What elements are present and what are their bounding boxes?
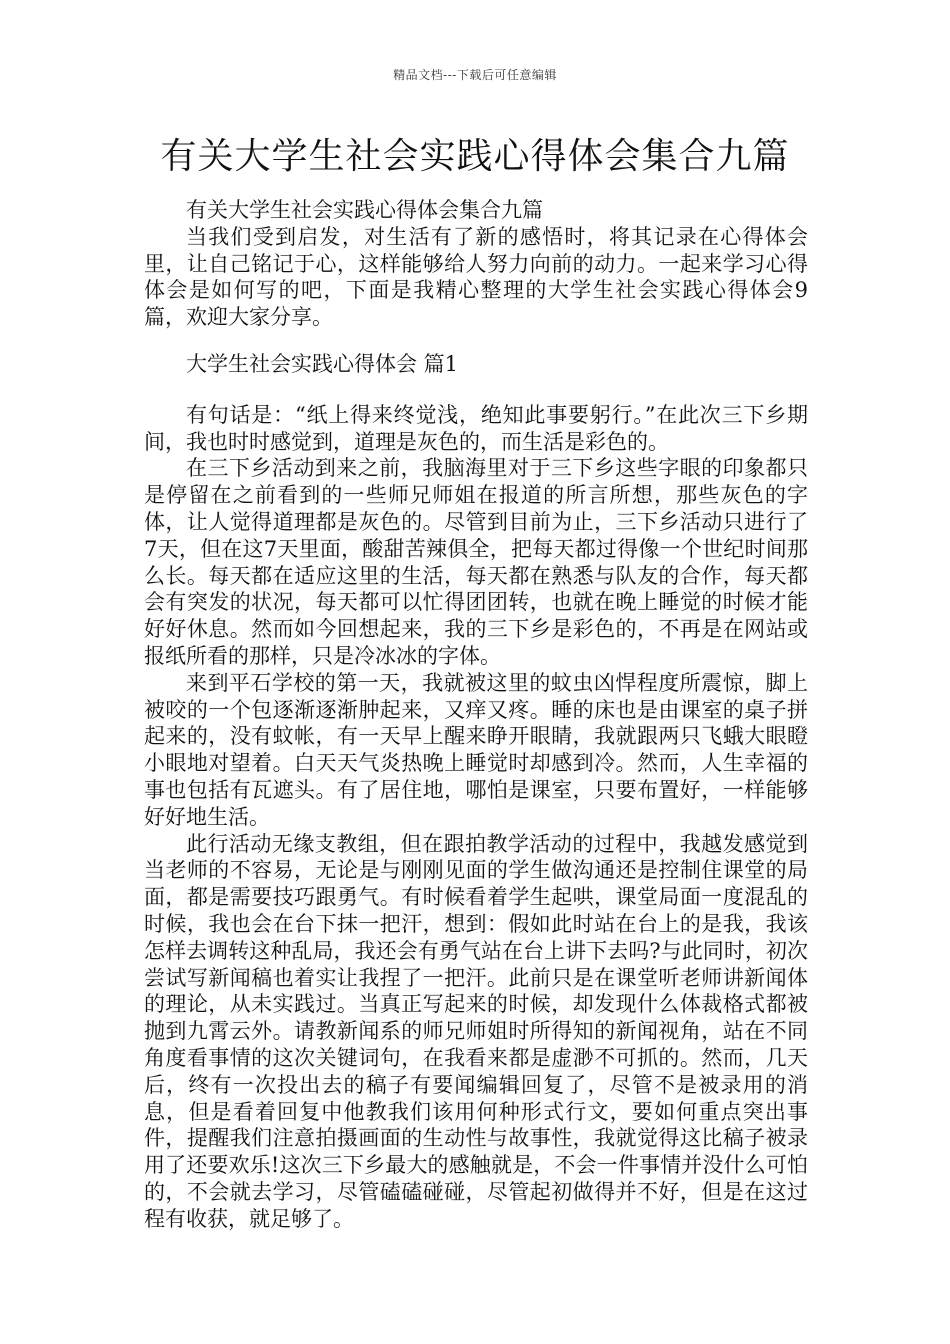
intro-paragraph: 当我们受到启发，对生活有了新的感悟时，将其记录在心得体会里，让自己铭记于心，这样能够给人努力向前的动力。一起来学习心得体会是如何写的吧，下面是我精心整理的大学生社会实践心得体会9篇，欢迎大家分享。 (144, 224, 808, 330)
header-watermark-text: 精品文档---下载后可任意编辑 (393, 68, 557, 82)
body-paragraph-3: 来到平石学校的第一天，我就被这里的蚊虫凶悍程度所震惊，脚上被咬的一个包逐渐逐渐肿起来，又痒又疼。睡的床也是由课室的桌子拼起来的，没有蚊帐，有一天早上醒来睁开眼睛，我就跟两只飞蛾大眼瞪小眼地对望着。白天天气炎热晚上睡觉时却感到冷。然而，人生幸福的事也包括有瓦遮头。有了居住地，哪怕是课室，只要布置好，一样能够好好地生活。 (144, 670, 808, 829)
body-paragraph-2: 在三下乡活动到来之前，我脑海里对于三下乡这些字眼的印象都只是停留在之前看到的一些师兄师姐在报道的所言所想，那些灰色的字体，让人觉得道理都是灰色的。尽管到目前为止，三下乡活动只进行了7天，但在这7天里面，酸甜苦辣俱全，把每天都过得像一个世纪时间那么长。每天都在适应这里的生活，每天都在熟悉与队友的合作，每天都会有突发的状况，每天都可以忙得团团转，也就在晚上睡觉的时候才能好好休息。然而如今回想起来，我的三下乡是彩色的，不再是在网站或报纸所看的那样，只是冷冰冰的字体。 (144, 456, 808, 668)
page-header (0, 66, 950, 83)
intro-subtitle: 有关大学生社会实践心得体会集合九篇 (186, 198, 543, 222)
document-title: 有关大学生社会实践心得体会集合九篇 (160, 136, 790, 177)
body-paragraph-4: 此行活动无缘支教组，但在跟拍教学活动的过程中，我越发感觉到当老师的不容易，无论是与刚刚见面的学生做沟通还是控制住课堂的局面，都是需要技巧跟勇气。有时候看着学生起哄，课堂局面一度混乱的时候，我也会在台下抹一把汗，想到：假如此时站在台上的是我，我该怎样去调转这种乱局，我还会有勇气站在台上讲下去吗?与此同时，初次尝试写新闻稿也着实让我捏了一把汗。此前只是在课堂听老师讲新闻体的理论，从未实践过。当真正写起来的时候，却发现什么体裁格式都被抛到九霄云外。请教新闻系的师兄师姐时所得知的新闻视角，站在不同角度看事情的这次关键词句，在我看来都是虚渺不可抓的。然而，几天后，终有一次投出去的稿子有要闻编辑回复了，尽管不是被录用的消息，但是看着回复中他教我们该用何种形式行文，要如何重点突出事件，提醒我们注意拍摄画面的生动性与故事性，我就觉得这比稿子被录用了还要欢乐!这次三下乡最大的感触就是，不会一件事情并没什么可怕的，不会就去学习，尽管磕磕碰碰，尽管起初做得并不好，但是在这过程有收获，就足够了。 (144, 831, 808, 1231)
document-body (144, 197, 808, 1232)
section-heading: 大学生社会实践心得体会 篇1 (186, 351, 459, 376)
body-paragraph-1: 有句话是：“纸上得来终觉浅，绝知此事要躬行。”在此次三下乡期间，我也时时感觉到，道理是灰色的，而生活是彩色的。 (144, 402, 808, 454)
